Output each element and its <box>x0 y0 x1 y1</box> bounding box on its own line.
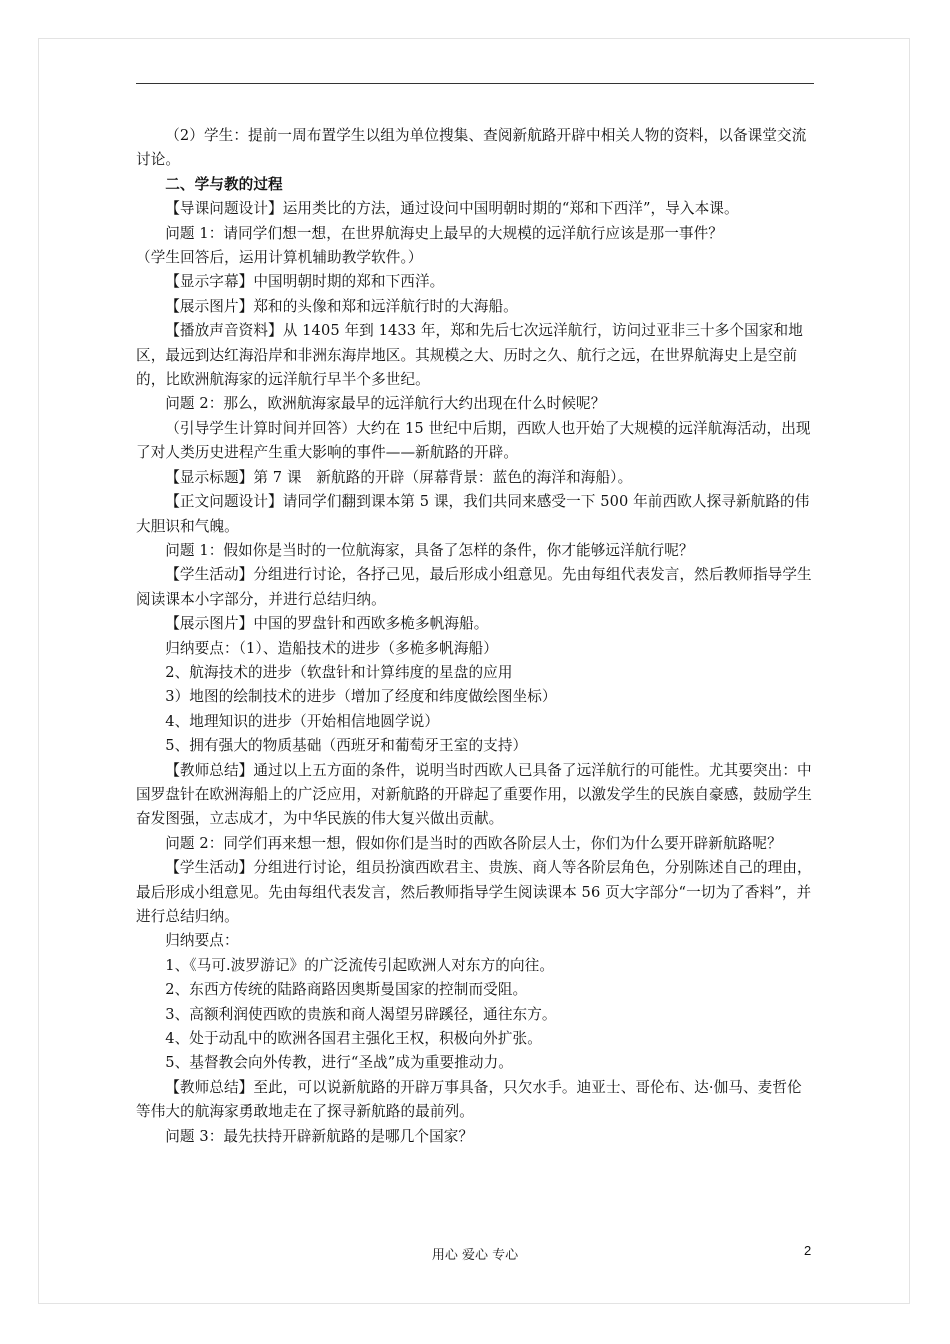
para-intro-design: 【导课问题设计】运用类比的方法，通过设问中国明朝时期的“郑和下西洋”，导入本课。 <box>165 200 739 218</box>
header-rule <box>136 83 814 84</box>
para-point-5: 5、拥有强大的物质基础（西班牙和葡萄牙王室的支持） <box>165 737 528 755</box>
para-reason-3: 3、高额利润使西欧的贵族和商人渴望另辟蹊径，通往东方。 <box>165 1005 557 1023</box>
footer-motto: 用心 爱心 专心 <box>431 1248 519 1263</box>
para-body-design: 【正文问题设计】请同学们翻到课本第 5 课，我们共同来感受一下 500 年前西欧人探寻新航路的伟大胆识和气魄。 <box>136 493 810 535</box>
para-audio: 【播放声音资料】从 1405 年到 1433 年，郑和先后七次远洋航行，访问过亚非三十多个国家和地区，最远到达红海沿岸和非洲东海岸地区。其规模之大、历时之久、航行之远，在世界航海史上是空前的，比欧洲航海家的远洋航行早半个多世纪。 <box>136 322 803 389</box>
para-point-3: 3）地图的绘制技术的进步（增加了经度和纬度做绘图坐标） <box>165 688 557 706</box>
para-reason-2: 2、东西方传统的陆路商路因奥斯曼国家的控制而受阻。 <box>165 981 528 999</box>
para-body-question-2: 问题 2：同学们再来想一想，假如你们是当时的西欧各阶层人士，你们为什么要开辟新航路呢？ <box>165 834 782 852</box>
para-student-activity-2: 【学生活动】分组进行讨论，组员扮演西欧君主、贵族、商人等各阶层角色，分别陈述自己的理由，最后形成小组意见。先由每组代表发言，然后教师指导学生阅读课本 56 页大字部分“一切为了香料”，并进行总结归纳。 <box>136 859 812 925</box>
para-question-1: 问题 1：请同学们想一想，在世界航海史上最早的大规模的远洋航行应该是那一事件？ <box>165 224 723 242</box>
para-summary-points-1: 归纳要点：（1）、造船技术的进步（多桅多帆海船） <box>165 639 498 657</box>
para-reason-1: 1、《马可.波罗游记》的广泛流传引起欧洲人对东方的向往。 <box>165 956 555 974</box>
para-student-activity-1: 【学生活动】分组进行讨论，各抒己见，最后形成小组意见。先由每组代表发言，然后教师指导学生阅读课本小字部分，并进行总结归纳。 <box>136 566 812 608</box>
section-heading: 二、学与教的过程 <box>165 175 283 193</box>
document-body <box>136 124 816 1149</box>
para-body-question-1: 问题 1：假如你是当时的一位航海家，具备了怎样的条件，你才能够远洋航行呢？ <box>165 541 694 559</box>
para-teacher-summary-2: 【教师总结】至此，可以说新航路的开辟万事具备，只欠水手。迪亚士、哥伦布、达·伽马、麦哲伦等伟大的航海家勇敢地走在了探寻新航路的最前列。 <box>136 1078 802 1121</box>
para-summary-points-2: 归纳要点： <box>165 932 239 950</box>
para-reason-4: 4、处于动乱中的欧洲各国君主强化王权，积极向外扩张。 <box>165 1030 542 1048</box>
para-point-2: 2、航海技术的进步（软盘针和计算纬度的星盘的应用 <box>165 663 513 681</box>
para-teacher-summary-1: 【教师总结】通过以上五方面的条件，说明当时西欧人已具备了远洋航行的可能性。尤其要突出：中国罗盘针在欧洲海船上的广泛应用，对新航路的开辟起了重要作用，以激发学生的民族自豪感，鼓励学生奋发图强，立志成才，为中华民族的伟大复兴做出贡献。 <box>136 761 812 828</box>
para-question-2: 问题 2：那么，欧洲航海家最早的远洋航行大约出现在什么时候呢？ <box>165 395 606 413</box>
para-student-prep: （2）学生：提前一周布置学生以组为单位搜集、查阅新航路开辟中相关人物的资料，以备课堂交流讨论。 <box>136 127 807 169</box>
para-student-answer: （学生回答后，运用计算机辅助教学软件。） <box>136 249 423 267</box>
para-body-question-3: 问题 3：最先扶持开辟新航路的是哪几个国家？ <box>165 1127 474 1145</box>
page-number: 2 <box>804 1243 812 1258</box>
para-show-picture-1: 【展示图片】郑和的头像和郑和远洋航行时的大海船。 <box>165 297 518 315</box>
para-reason-5: 5、基督教会向外传教，进行“圣战”成为重要推动力。 <box>165 1054 513 1072</box>
para-show-picture-2: 【展示图片】中国的罗盘针和西欧多桅多帆海船。 <box>165 615 489 633</box>
para-point-4: 4、地理知识的进步（开始相信地圆学说） <box>165 712 440 730</box>
para-show-caption: 【显示字幕】中国明朝时期的郑和下西洋。 <box>165 273 445 291</box>
para-show-title: 【显示标题】第 7 课 新航路的开辟（屏幕背景：蓝色的海洋和海船）。 <box>165 468 633 486</box>
para-guide-answer: （引导学生计算时间并回答）大约在 15 世纪中后期，西欧人也开始了大规模的远洋航海活动，出现了对人类历史进程产生重大影响的事件——新航路的开辟。 <box>136 419 811 462</box>
